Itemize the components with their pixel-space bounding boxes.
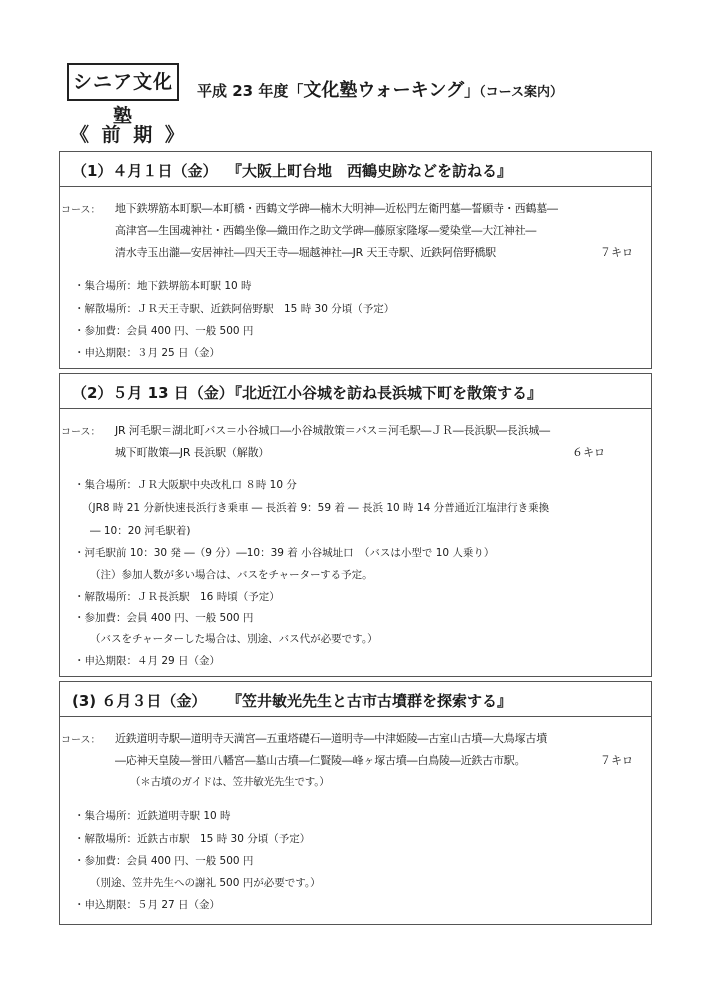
section-date: （2）５月 13 日（金） (72, 384, 234, 402)
info-note: （注）参加人数が多い場合は、バスをチャーターする予定。 (90, 569, 373, 581)
course-line: ―応神天皇陵―誉田八幡宮―墓山古墳―仁賢陵―峰ヶ塚古墳―白鳥陵―近鉄古市駅。 (115, 754, 526, 767)
section-box-1 (59, 151, 652, 369)
section-title: 『北近江小谷城を訪ね長浜城下町を散策する』 (227, 384, 543, 402)
info-item: ・申込期限：５月 27 日（金） (74, 899, 221, 911)
info-item: ・参加費：会員 400 円、一般 500 円 (74, 325, 254, 337)
info-item: ・集合場所：ＪＲ大阪駅中央改札口 ８時 10 分 (74, 479, 297, 491)
section-heading (72, 690, 512, 711)
course-note: （＊古墳のガイドは、笠井敏光先生です。） (130, 776, 330, 788)
info-note: （バスをチャーターした場合は、別途、バス代が必要です。） (90, 633, 378, 645)
page-title (197, 76, 563, 102)
course-distance: ６キロ (572, 446, 605, 459)
section-box-3 (59, 681, 652, 925)
course-distance: ７キロ (600, 754, 633, 767)
info-item: ・河毛駅前 10：30 発 ―（9 分）―10：39 着 小谷城址口 （バスは小型で 10 人乗り） (74, 547, 495, 559)
course-line: 清水寺玉出瀧―安居神社―四天王寺―堀越神社―JR 天王寺駅、近鉄阿倍野橋駅 (115, 246, 496, 259)
course-line: 城下町散策―JR 長浜駅（解散） (115, 446, 270, 459)
course-label: コース： (61, 205, 101, 216)
section-title: 『笠井敏光先生と古市古墳群を探索する』 (227, 692, 513, 710)
info-item: ・参加費：会員 400 円、一般 500 円 (74, 612, 254, 624)
info-item: ・解散場所：ＪＲ天王寺駅、近鉄阿倍野駅 15 時 30 分頃（予定） (74, 303, 395, 315)
info-item: ・解散場所：近鉄古市駅 15 時 30 分頃（予定） (74, 833, 311, 845)
info-note: （別途、笠井先生への謝礼 500 円が必要です。） (90, 877, 321, 889)
term-heading: 《 前 期 》 (70, 124, 187, 146)
title-sub: （コース案内） (479, 85, 563, 100)
title-main: 文化塾ウォーキング (303, 80, 465, 101)
info-item: ・解散場所：ＪＲ長浜駅 16 時頃（予定） (74, 591, 280, 603)
section-divider (60, 186, 651, 187)
section-divider (60, 408, 651, 409)
course-line: 高津宮―生国魂神社・西鶴坐像―織田作之助文学碑―藤原家隆塚―愛染堂―大江神社― (115, 224, 537, 237)
info-item: ・申込期限：４月 29 日（金） (74, 655, 221, 667)
course-label: コース： (61, 735, 101, 746)
course-label: コース： (61, 427, 101, 438)
info-item: ・集合場所：近鉄道明寺駅 10 時 (74, 810, 231, 822)
course-line: 地下鉄堺筋本町駅―本町橋・西鶴文学碑―楠木大明神―近松門左衛門墓―誓願寺・西鶴墓― (115, 202, 558, 215)
title-year: 平成 23 年度「 (197, 82, 304, 100)
course-line: JR 河毛駅＝湖北町バス＝小谷城口―小谷城散策＝バス＝河毛駅―ＪＲ―長浜駅―長浜城― (115, 424, 550, 437)
title-close: 」 (464, 82, 480, 100)
section-date: (3) ６月３日（金） (72, 692, 207, 710)
info-note: ― 10：20 河毛駅着) (90, 525, 191, 537)
section-heading (72, 160, 512, 181)
section-divider (60, 716, 651, 717)
info-note: （JR8 時 21 分新快速長浜行き乗車 ― 長浜着 9：59 着 ― 長浜 10 時 14 分普通近江塩津行き乗換 (82, 502, 550, 514)
info-item: ・申込期限：３月 25 日（金） (74, 347, 221, 359)
info-item: ・集合場所：地下鉄堺筋本町駅 10 時 (74, 280, 252, 292)
section-box-2 (59, 373, 652, 677)
section-title: 『大阪上町台地 西鶴史跡などを訪ねる』 (227, 162, 513, 180)
info-item: ・参加費：会員 400 円、一般 500 円 (74, 855, 254, 867)
section-date: （1）４月１日（金） (72, 162, 218, 180)
course-distance: ７キロ (600, 246, 633, 259)
course-line: 近鉄道明寺駅―道明寺天満宮―五重塔礎石―道明寺―中津姫陵―古室山古墳―大鳥塚古墳 (115, 732, 547, 745)
logo-box: シニア文化塾 (67, 63, 179, 101)
section-heading (72, 382, 542, 403)
